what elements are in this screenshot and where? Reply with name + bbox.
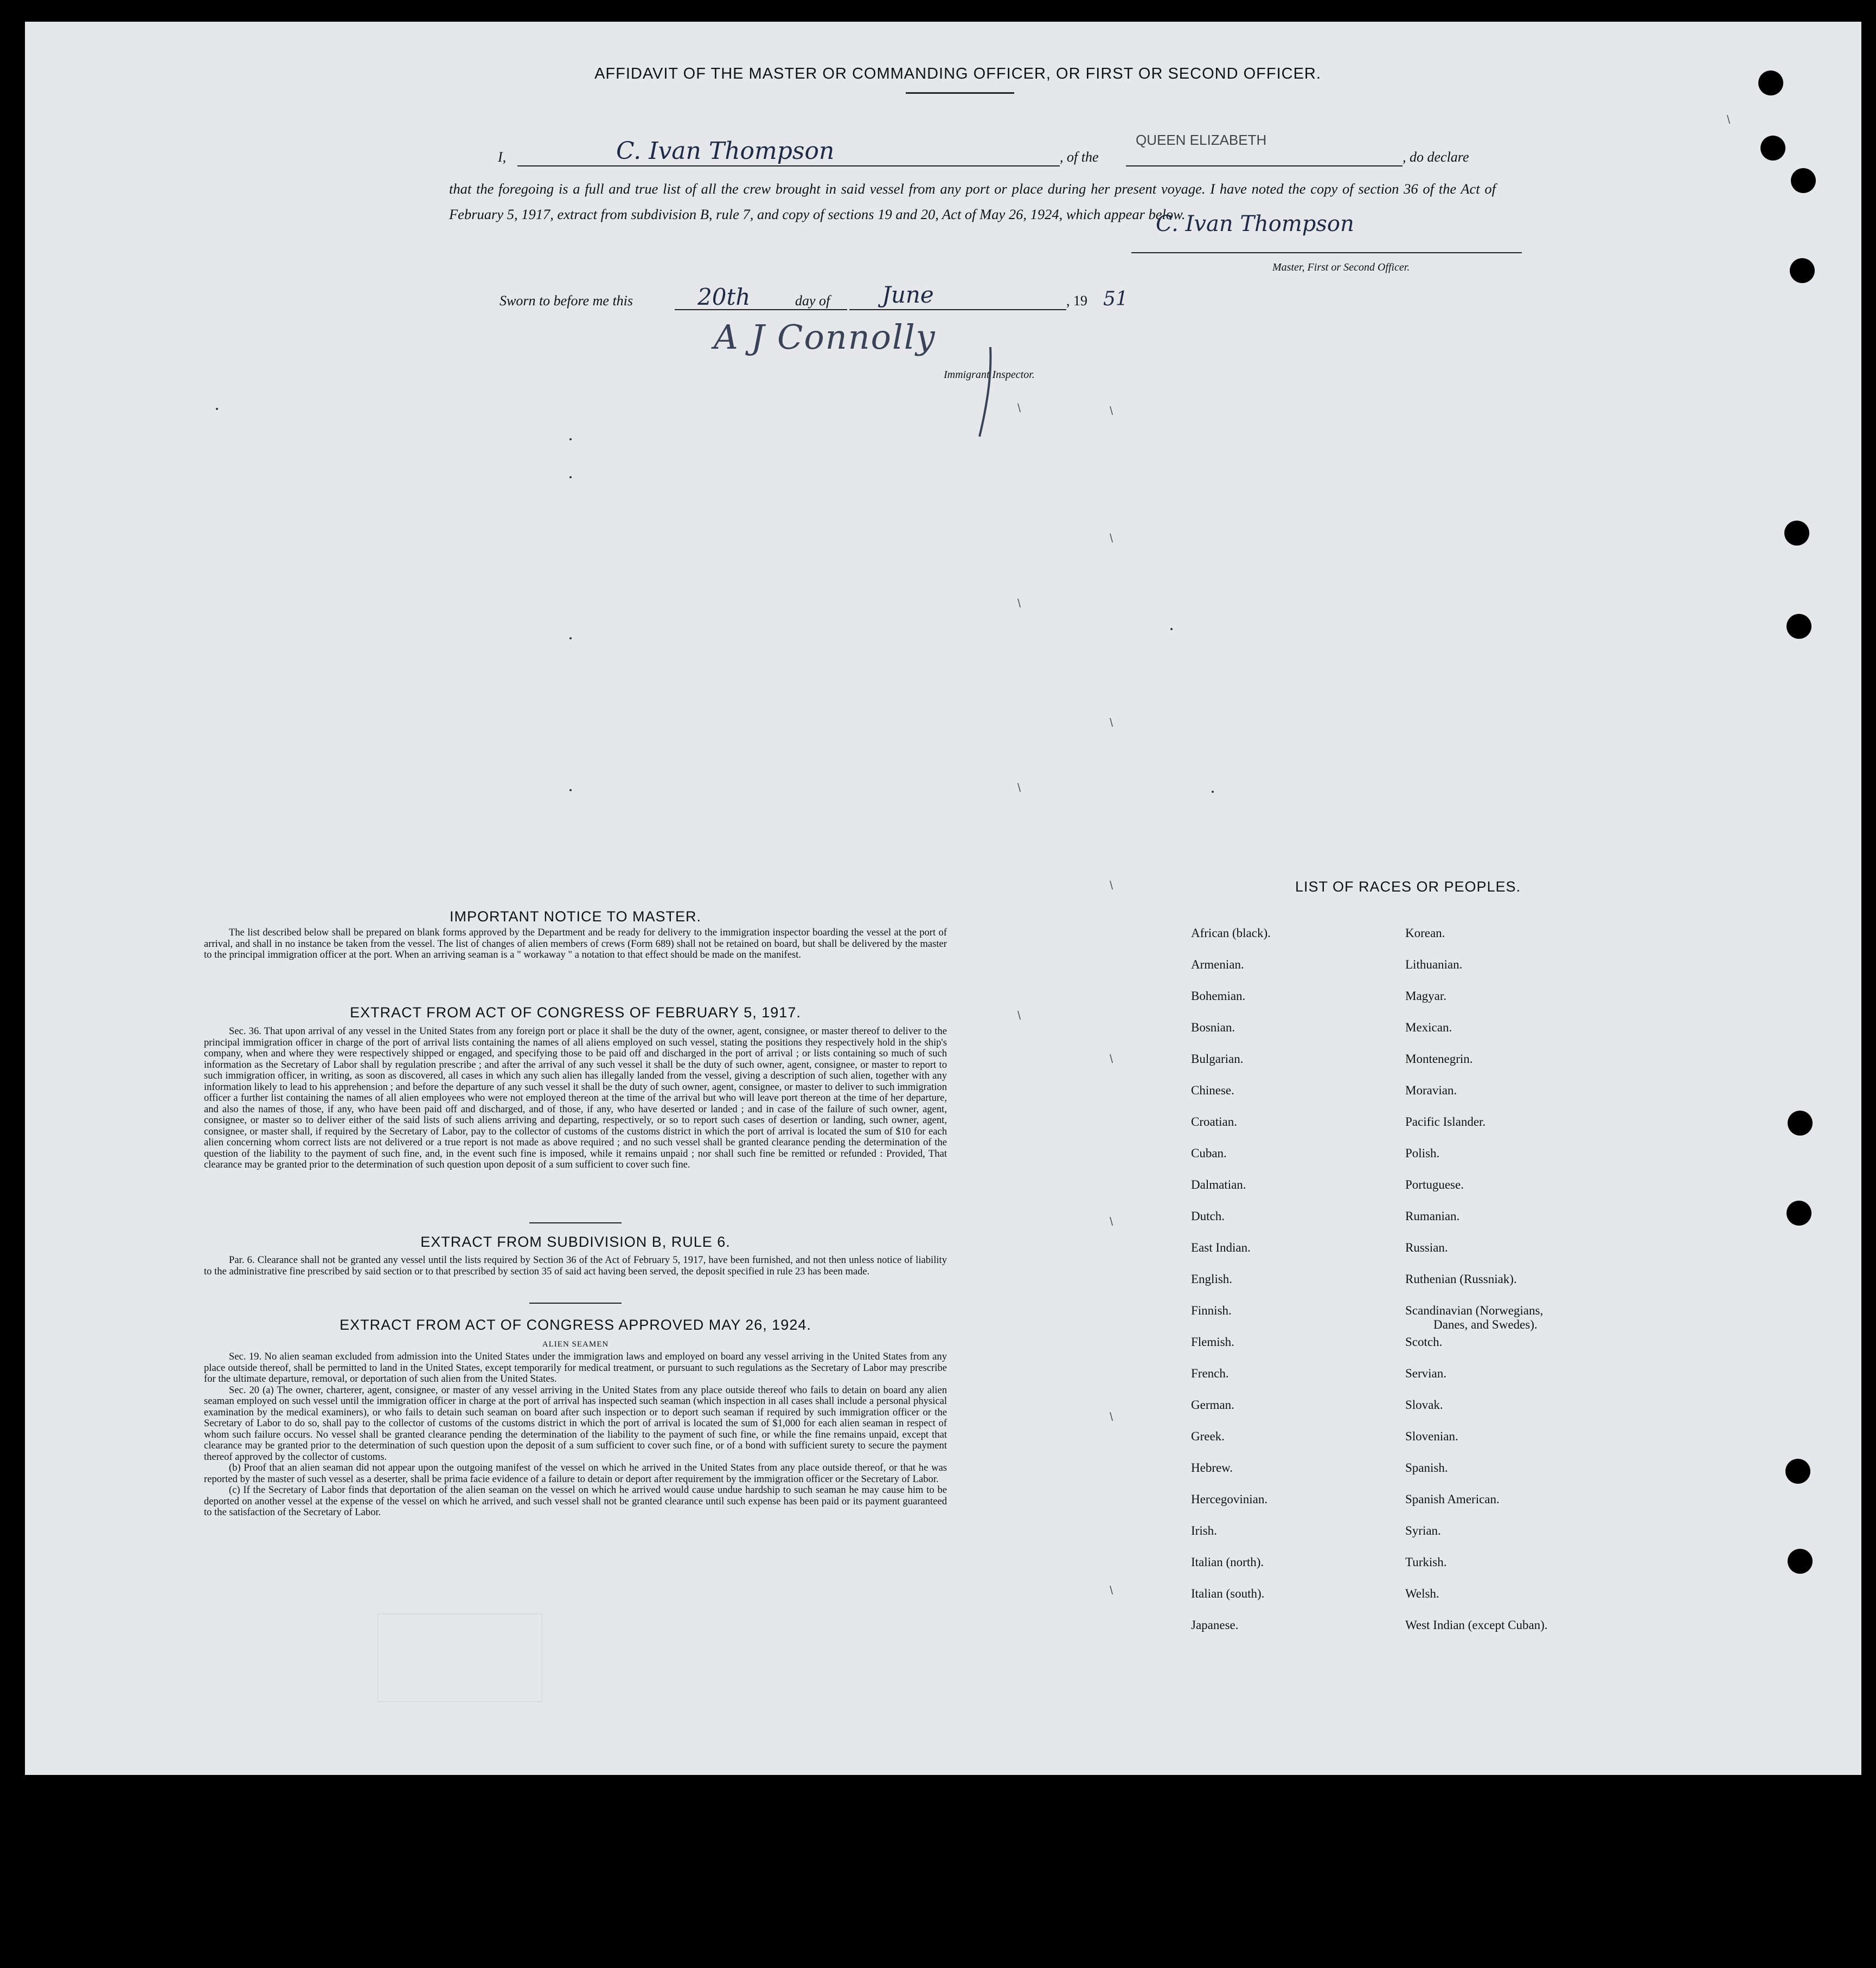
- race-item: Spanish American.: [1405, 1492, 1500, 1506]
- race-item: Portuguese.: [1405, 1178, 1464, 1191]
- race-item: Montenegrin.: [1405, 1052, 1473, 1066]
- binder-hole: [1760, 136, 1785, 161]
- race-item: Slovak.: [1405, 1398, 1443, 1412]
- race-item: Italian (south).: [1191, 1587, 1265, 1600]
- race-item: Hebrew.: [1191, 1461, 1233, 1475]
- extract-1924-body: [204, 1351, 947, 1518]
- race-item: Hercegovinian.: [1191, 1492, 1268, 1506]
- binder-hole: [1788, 1549, 1813, 1574]
- race-item: Welsh.: [1405, 1587, 1439, 1600]
- title-underline: [906, 92, 1014, 94]
- master-signature-caption: Master, First or Second Officer.: [1272, 261, 1410, 273]
- race-item: German.: [1191, 1398, 1234, 1412]
- race-item: Spanish.: [1405, 1461, 1448, 1475]
- extract-rule6-body: [204, 1255, 947, 1277]
- race-item: Bulgarian.: [1191, 1052, 1244, 1066]
- race-item: Danes, and Swedes).: [1433, 1318, 1538, 1331]
- binder-hole: [1787, 614, 1811, 639]
- race-item: Lithuanian.: [1405, 958, 1463, 971]
- race-item: English.: [1191, 1272, 1233, 1286]
- extract-1924-paragraph: (b) Proof that an alien seaman did not appear upon the outgoing manifest of the vessel on which he arrived in the United States from any place outside thereof, or that he was reported by the master of such vessel as a deserter, shall be prima facie evidence of a failure to detain or deport after requirement by the immigration officer or the Secretary of Labor.: [204, 1462, 947, 1485]
- race-item: Syrian.: [1405, 1524, 1441, 1537]
- race-item: Scotch.: [1405, 1335, 1443, 1349]
- declaration-prefix: I,: [498, 149, 507, 165]
- notice-body: [204, 927, 947, 961]
- extract-1924-title: EXTRACT FROM ACT OF CONGRESS APPROVED MAY 26, 1924.: [340, 1317, 811, 1333]
- extract-rule6-paragraph: Par. 6. Clearance shall not be granted any vessel until the lists required by Section 36 of the Act of February 5, 1917, have been furnished, and not then unless notice of liability to the administrative fine prescribed by said section or to that prescribed by section 35 of said act having been served, the deposit specified in rule 23 has been made.: [204, 1254, 947, 1277]
- extract-1917-paragraph: Sec. 36. That upon arrival of any vessel in the United States from any foreign port or place it shall be the duty of the owner, agent, consignee, or master thereof to deliver to the principal immigration officer in charge of the port of arrival lists containing the names of all aliens employed on such vessel, stating the positions they respectively hold in the ship's company, when and where they were respectively shipped or engaged, and specifying those to be paid off and discharged in the port of arrival ; or lists containing so much of such information as the Secretary of Labor shall by regulation prescribe ; and after the arrival of any such vessel it shall be the duty of such owner, agent, consignee, or master to report to such immigration officer, in writing, as soon as discovered, all cases in which any such alien has illegally landed from the vessel, giving a description of such alien, together with any information likely to lead to his apprehension ; and before the departure of any such vessel it shall be the duty of such owner, agent, consignee, or master to deliver to such immigration officer a further list containing the names of all alien employees who were not employed thereon at the time of the arrival but who will leave port thereon at the time of her departure, and also the names of those, if any, who have been paid off and discharged, and of those, if any, who have deserted or landed ; and in case of the failure of such owner, agent, consignee, or master so to deliver either of the said lists of such aliens arriving and departing, respectively, or so to report such cases of desertion or landing, such owner, agent, consignee, or master shall, if required by the Secretary of Labor, pay to the collector of customs of the customs district in which the port of arrival is located the sum of $10 for each alien concerning whom correct lists are not delivered or a true report is not made as above required ; and no such vessel shall be granted clearance pending the determination of the question of the liability to the payment of such fine, and, in the event such fine is imposed, while it remains unpaid ; nor shall such fine be remitted or refunded : Provided, That clearance may be granted prior to the determination of such question upon deposit of a sum sufficient to cover such fine.: [204, 1025, 947, 1170]
- race-item: Mexican.: [1405, 1021, 1452, 1034]
- race-item: Scandinavian (Norwegians,: [1405, 1304, 1544, 1317]
- race-item: Bosnian.: [1191, 1021, 1235, 1034]
- separator-1: [529, 1222, 622, 1223]
- race-item: Bohemian.: [1191, 989, 1246, 1003]
- extract-1924-paragraph: Sec. 19. No alien seaman excluded from admission into the United States under the immigration laws and employed on board any vessel arriving in the United States from any place outside thereof, shall be permitted to land in the United States, except temporarily for medical treatment, or pursuant to such regulations as the Secretary of Labor may prescribe for the ultimate departure, removal, or deportation of such alien from the United States.: [204, 1351, 947, 1384]
- affidavit-title: AFFIDAVIT OF THE MASTER OR COMMANDING OFFICER, OR FIRST OR SECOND OFFICER.: [594, 65, 1321, 82]
- race-item: Korean.: [1405, 926, 1445, 940]
- binder-hole: [1790, 258, 1815, 283]
- master-signature: C. Ivan Thompson: [1156, 211, 1354, 236]
- race-item: Dalmatian.: [1191, 1178, 1246, 1191]
- race-item: African (black).: [1191, 926, 1271, 940]
- extract-1917-body: [204, 1026, 947, 1171]
- race-item: Moravian.: [1405, 1084, 1457, 1097]
- sworn-month: June: [882, 281, 934, 308]
- binder-hole: [1788, 1111, 1813, 1136]
- notice-title: IMPORTANT NOTICE TO MASTER.: [449, 908, 702, 925]
- inspector-caption: Immigrant Inspector.: [944, 369, 1035, 381]
- extract-1924-paragraph: Sec. 20 (a) The owner, charterer, agent, consignee, or master of any vessel arriving in the United States from any place outside thereof who fails to detain on board any alien seaman employed on such vessel until the immigration officer in charge at the port of arrival has inspected such seaman (which inspection in all cases shall include a personal physical examination by the medical examiners), or who fails to detain such seaman on board after such inspection or to deport such seaman if required by such immigration officer or the Secretary of Labor to do so, shall pay to the collector of customs of the customs district in which the port of arrival is located the sum of $1,000 for each alien seaman in respect of whom such failure occurs. No vessel shall be granted clearance pending the determination of the liability to the payment of such fine, or while the fine remains unpaid, except that clearance may be granted prior to the determination of such question upon the deposit of a sum sufficient to cover such fine, or of a bond with sufficient surety to secure the payment thereof approved by the collector of customs.: [204, 1384, 947, 1463]
- extract-1917-title: EXTRACT FROM ACT OF CONGRESS OF FEBRUARY 5, 1917.: [350, 1004, 801, 1021]
- separator-2: [529, 1303, 622, 1304]
- vessel-name: QUEEN ELIZABETH: [1136, 132, 1267, 148]
- inspector-signature: A J Connolly: [714, 317, 936, 357]
- sworn-prefix: Sworn to before me this: [500, 293, 633, 309]
- inspector-signature-stroke: [969, 347, 1007, 439]
- race-item: Finnish.: [1191, 1304, 1232, 1317]
- binder-hole: [1784, 521, 1809, 546]
- race-item: Turkish.: [1405, 1555, 1447, 1569]
- binder-hole: [1758, 70, 1783, 95]
- race-item: Magyar.: [1405, 989, 1447, 1003]
- binder-hole: [1785, 1459, 1810, 1484]
- race-item: Cuban.: [1191, 1146, 1227, 1160]
- of-the-label: , of the: [1060, 149, 1099, 165]
- sworn-month-line: [849, 309, 1066, 310]
- affidavit-body: that the foregoing is a full and true list of all the crew brought in said vessel from any port or place during her present voyage. I have noted the copy of section 36 of the Act of February 5, 1917, extract from subdivision B, rule 7, and copy of sections 19 and 20, Act of May 26, 1924, which appear below.: [449, 181, 1496, 222]
- race-item: Armenian.: [1191, 958, 1244, 971]
- races-title: LIST OF RACES OR PEOPLES.: [1295, 879, 1521, 895]
- race-item: Slovenian.: [1405, 1429, 1458, 1443]
- race-item: Flemish.: [1191, 1335, 1234, 1349]
- faint-stamp: [377, 1613, 542, 1702]
- race-item: Japanese.: [1191, 1618, 1239, 1632]
- vessel-line: [1126, 165, 1403, 166]
- notice-paragraph: The list described below shall be prepared on blank forms approved by the Department and be ready for delivery to the immigration inspector boarding the vessel at the port of arrival, and shall in no instance be taken from the vessel. The list of changes of alien members of crews (Form 689) shall not be retained on board, but shall be delivered by the master to the principal immigration officer at the port. When an arriving seaman is a " workaway " a notation to that effect should be made on the manifest.: [204, 927, 947, 960]
- sworn-day: 20th: [697, 284, 751, 310]
- race-item: Chinese.: [1191, 1084, 1234, 1097]
- year-suffix: 51: [1103, 288, 1128, 310]
- do-declare-label: , do declare: [1403, 149, 1469, 165]
- sworn-line: [25, 281, 1861, 317]
- race-item: Russian.: [1405, 1241, 1448, 1254]
- race-item: Polish.: [1405, 1146, 1440, 1160]
- extract-1924-paragraph: (c) If the Secretary of Labor finds that deportation of the alien seaman on the vessel on which he arrived would cause undue hardship to such seaman he may cause him to be deported on another vessel at the expense of the vessel on which he arrived, and such vessel shall not be granted clearance until such expense has been paid or its payment guaranteed to the satisfaction of the Secretary of Labor.: [204, 1484, 947, 1518]
- race-item: Italian (north).: [1191, 1555, 1264, 1569]
- race-item: East Indian.: [1191, 1241, 1251, 1254]
- year-prefix: , 19: [1066, 293, 1087, 309]
- race-item: Irish.: [1191, 1524, 1217, 1537]
- race-item: Dutch.: [1191, 1209, 1225, 1223]
- race-item: Servian.: [1405, 1367, 1447, 1380]
- binder-hole: [1791, 168, 1816, 193]
- declaration-line: [25, 132, 1861, 176]
- name-line: [517, 165, 1060, 166]
- race-item: West Indian (except Cuban).: [1405, 1618, 1548, 1632]
- document-sheet: AFFIDAVIT OF THE MASTER OR COMMANDING OFFICER, OR FIRST OR SECOND OFFICER. I, C. Ivan Thompson , of the QUEEN ELIZABETH , do declare that the foregoing is a full and true list of all the crew brought in said vessel from any port or place during her present voyage. I have noted the copy of section 36 of the Act of February 5, 1917, extract from subdivision B, rule 7, and copy of sections 19 and 20, Act of May 26, 1924, which appear below. C. Ivan Thompson Master, First or Second Officer. Sworn to before me this 20th day of June , 19 51 A J Connolly Immigrant Inspector. \ \ \ \ \ \ \ \ \ \ \ \ \ IMPORTANT NOTICE TO MASTER. The list described below shall be prepared on blank forms approved by the Department and be ready for delivery to the immigration inspector boarding the vessel at the port of arrival, and shall in no instance be taken from the vessel. The list of changes of alien members of crews (Form 689) shall not be retained on board, but shall be delivered by the master to the principal immigration officer at the port. When an arriving seaman is a " workaway " a notation to that effect should be made on the manifest. EXTRACT FROM ACT OF CONGRESS OF FEBRUARY 5, 1917. Sec. 36. That upon arrival of any vessel in the United States from any foreign port or place it shall be the duty of the owner, agent, consignee, or master thereof to deliver to the principal immigration officer in charge of the port of arrival lists containing the names of all aliens employed on such vessel, stating the positions they respectively hold in the ship's company, when and where they were respectively shipped or engaged, and specifying those to be paid off and discharged in the port of arrival ; or lists containing so much of such information as the Secretary of Labor shall by regulation prescribe ; and after the arrival of any such vessel it shall be the duty of such owner, agent, consignee, or master to report to such immigration officer, in writing, as soon as discovered, all cases in which any such alien has illegally landed from the vessel, giving a description of such alien, together with any information likely to lead to his apprehension ; and before the departure of any such vessel it shall be the duty of such owner, agent, consignee, or master to deliver to such immigration officer a further list containing the names of all alien employees who were not employed thereon at the time of the arrival but who will leave port thereon at the time of her departure, and also the names of those, if any, who have been paid off and discharged, and of those, if any, who have deserted or landed ; and in case of the failure of such owner, agent, consignee, or master so to deliver either of the said lists of such aliens arriving and departing, respectively, or so to report such cases of desertion or landing, such owner, agent, consignee, or master shall, if required by the Secretary of Labor, pay to the collector of customs of the customs district in which the port of arrival is located the sum of $10 for each alien concerning whom correct lists are not delivered or a true report is not made as above required ; and no such vessel shall be granted clearance pending the determination of the question of the liability to the payment of such fine, and, in the event such fine is imposed, while it remains unpaid ; nor shall such fine be remitted or refunded : Provided, That clearance may be granted prior to the determination of such question upon deposit of a sum sufficient to cover such fine. EXTRACT FROM SUBDIVISION B, RULE 6. Par. 6. Clearance shall not be granted any vessel until the lists required by Section 36 of the Act of February 5, 1917, have been furnished, and not then unless notice of liability to the administrative fine prescribed by said section or to that prescribed by section 35 of said act having been served, the deposit specified in rule 23 has been made. EXTRACT FROM ACT OF CONGRESS APPROVED MAY 26, 1924. ALIEN SEAMEN Sec. 19. No alien seaman excluded from admission into the United States under the immigration laws and employed on board any vessel arriving in the United States from any place outside thereof, shall be permitted to land in the United States, except temporarily for medical treatment, or pursuant to such regulations as the Secretary of Labor may prescribe for the ultimate departure, removal, or deportation of such alien from the United States. Sec. 20 (a) The owner, charterer, agent, consignee, or master of any vessel arriving in the United States from any place outside thereof who fails to detain on board any alien seaman employed on such vessel until the immigration officer in charge at the port of arrival has inspected such seaman (which inspection in all cases shall include a personal physical examination by the medical examiners), or who fails to detain such seaman on board after such inspection or to deport such seaman if required by such immigration officer or the Secretary of Labor to do so, shall pay to the collector of customs of the customs district in which the port of arrival is located the sum of $1,000 for each alien seaman in respect of whom such failure occurs. No vessel shall be granted clearance pending the determination of the liability to the payment of such fine, or while the fine remains unpaid, except that clearance may be granted prior to the determination of such question upon the deposit of a sum sufficient to cover such fine, or of a bond with sufficient surety to secure the payment thereof approved by the collector of customs. (b) Proof that an alien seaman did not appear upon the outgoing manifest of the vessel on which he arrived in the United States from any place outside thereof, or that he was reported by the master of such vessel as a deserter, shall be prima facie evidence of a failure to detain or deport after requirement by the immigration officer or the Secretary of Labor. (c) If the Secretary of Labor finds that deportation of the alien seaman on the vessel on which he arrived would cause undue hardship to such seaman he may cause him to be deported on another vessel at the expense of the vessel on which he arrived, and such vessel shall not be granted clearance until such expense has been paid or its payment guaranteed to the satisfaction of the Secretary of Labor. LIST OF RACES OR PEOPLES. African (black). Armenian. Bohemian. Bosnian. Bulgarian. Chinese. Croatian. Cuban. Dalmatian. Dutch. East Indian. English. Finnish. Flemish. French. German. Greek. Hebrew. Hercegovinian. Irish. Italian (north). Italian (south). Japanese. Korean. Lithuanian. Magyar. Mexican. Montenegrin. Moravian. Pacific Islander. Polish. Portuguese. Rumanian. Russian. Ruthenian (Russniak). Scandinavian (Norwegians, Danes, and Swedes). Scotch. Servian. Slovak. Slovenian. Spanish. Spanish American. Syrian. Turkish. Welsh. West Indian (except Cuban).: [25, 22, 1861, 1775]
- race-item: Greek.: [1191, 1429, 1225, 1443]
- race-item: Rumanian.: [1405, 1209, 1460, 1223]
- day-of-label: day of: [795, 293, 830, 309]
- binder-hole: [1787, 1201, 1811, 1226]
- extract-1924-subtitle: ALIEN SEAMEN: [542, 1340, 609, 1349]
- extract-rule6-title: EXTRACT FROM SUBDIVISION B, RULE 6.: [420, 1234, 731, 1250]
- race-item: Ruthenian (Russniak).: [1405, 1272, 1517, 1286]
- race-item: Croatian.: [1191, 1115, 1237, 1129]
- race-item: Pacific Islander.: [1405, 1115, 1486, 1129]
- master-signature-line: [1131, 252, 1522, 253]
- signer-name: C. Ivan Thompson: [616, 137, 835, 165]
- race-item: French.: [1191, 1367, 1229, 1380]
